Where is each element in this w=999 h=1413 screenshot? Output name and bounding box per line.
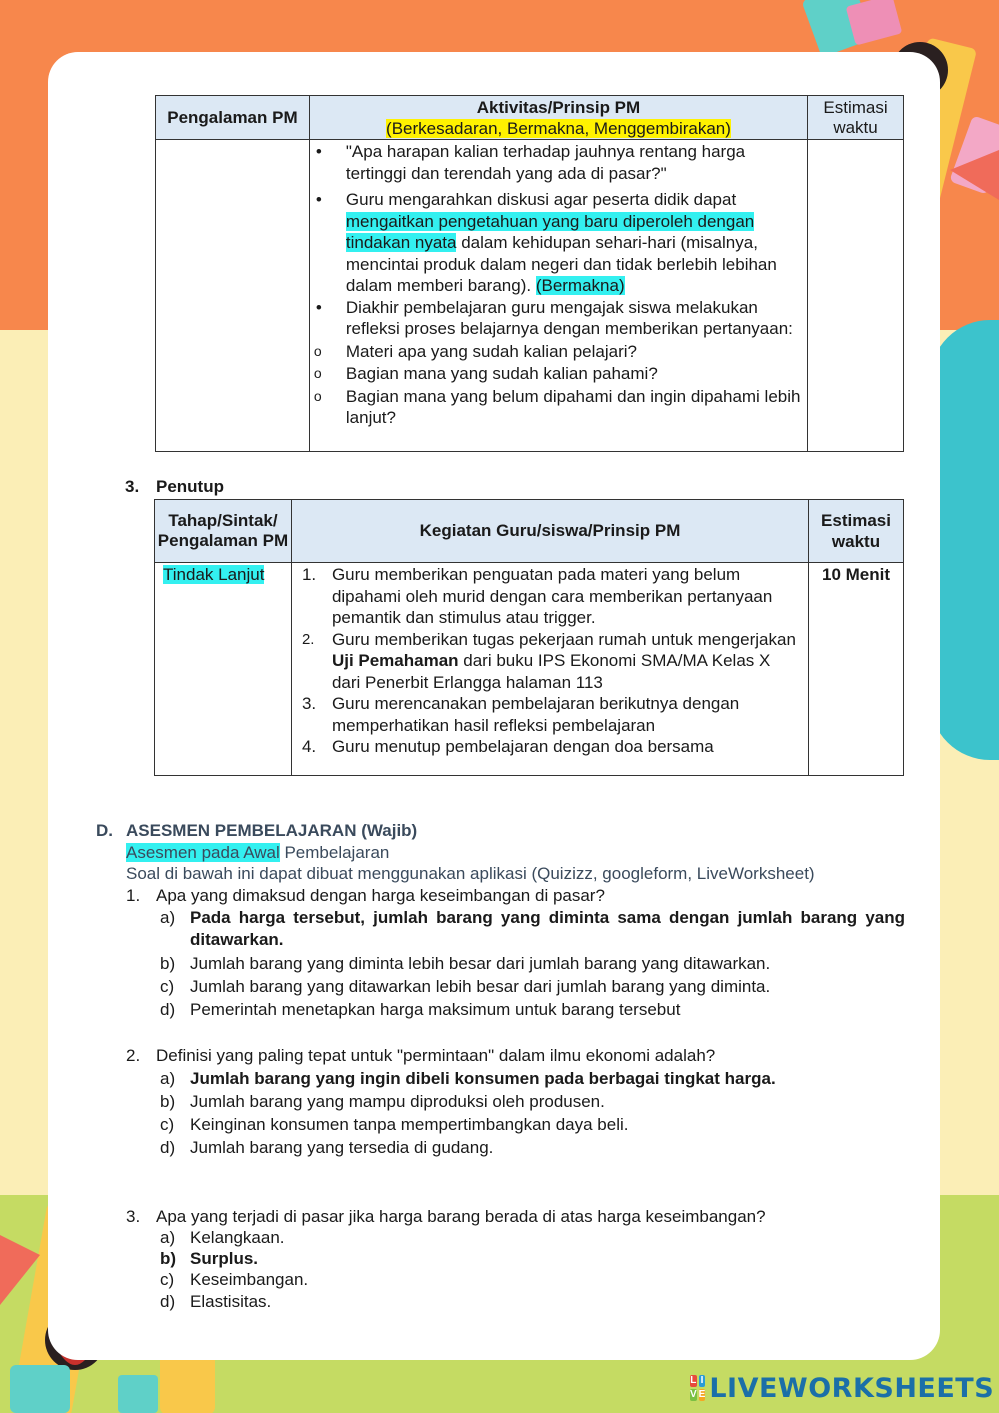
question-1: 1. Apa yang dimaksud dengan harga keseimbangan di pasar?: [126, 886, 605, 905]
closing-item-4: 4. Guru menutup pembelajaran dengan doa bersama: [301, 737, 714, 756]
circle-bullet-icon: o: [313, 342, 322, 359]
header-time: Estimasi waktu: [808, 96, 904, 140]
stage-cell: [155, 563, 292, 776]
question-3-option-d[interactable]: d) Elastisitas.: [160, 1292, 272, 1311]
reflection-question-3: o Bagian mana yang belum dipahami dan ingin dipahami lebih lanjut?: [313, 386, 801, 427]
activity-bullet-2: • Guru mengarahkan diskusi agar peserta didik dapat mengaitkan pengetahuan yang baru diperoleh dengan tindakan nyata dalam kehidupan sehari-hari (misalnya, mencintai produk dalam negeri dan tidak berlebih lebihan dalam memberi barang). (Bermakna): [315, 190, 777, 295]
closing-table: [154, 499, 904, 776]
activity-bullet-3: • Diakhir pembelajaran guru mengajak siswa melakukan refleksi proses belajarnya dengan memberikan pertanyaan:: [315, 297, 793, 338]
stage-label: Tindak Lanjut: [163, 565, 265, 584]
question-2-option-a[interactable]: a) Jumlah barang yang ingin dibeli konsumen pada berbagai tingkat harga.: [160, 1069, 776, 1088]
header-activity-title: Aktivitas/Prinsip PM: [476, 97, 641, 117]
liveworksheets-logo-icon: L I V E: [690, 1375, 706, 1400]
header-stage: Tahap/Sintak/ Pengalaman PM: [155, 500, 292, 563]
activity-table: [155, 95, 904, 452]
closing-item-1: 1. Guru memberikan penguatan pada materi yang belum dipahami oleh murid dengan cara memberikan pertanyaan pemantik dan stimulus atau trigger.: [301, 565, 773, 627]
section-d-letter: D.: [96, 821, 113, 840]
liveworksheets-logo-text: LIVEWORKSHEETS: [709, 1372, 995, 1404]
bullet-icon: •: [315, 142, 322, 161]
time-cell: 10 Menit: [809, 563, 904, 776]
section-d-note: Soal di bawah ini dapat dibuat menggunakan aplikasi (Quizizz, googleform, LiveWorksheet): [126, 864, 815, 883]
question-2: 2. Definisi yang paling tepat untuk "permintaan" dalam ilmu ekonomi adalah?: [126, 1046, 716, 1065]
reflection-question-1: o Materi apa yang sudah kalian pelajari?: [313, 341, 637, 361]
section-3-number: 3.: [125, 477, 140, 496]
question-2-option-c[interactable]: c) Keinginan konsumen tanpa mempertimbangkan daya beli.: [160, 1115, 629, 1134]
time-cell: [808, 140, 904, 452]
header-activity: Kegiatan Guru/siswa/Prinsip PM: [291, 500, 808, 563]
experience-cell: [156, 140, 310, 452]
question-1-option-a[interactable]: a) Pada harga tersebut, jumlah barang yang diminta sama dengan jumlah barang yang ditawarkan.: [160, 908, 905, 949]
closing-item-3: 3. Guru merencanakan pembelajaran berikutnya dengan memperhatikan hasil refleksi pembelajaran: [301, 694, 740, 735]
question-1-option-b[interactable]: b) Jumlah barang yang diminta lebih besar dari jumlah barang yang ditawarkan.: [160, 954, 771, 973]
question-1-option-c[interactable]: c) Jumlah barang yang ditawarkan lebih besar dari jumlah barang yang diminta.: [160, 977, 771, 996]
closing-item-2: 2. Guru memberikan tugas pekerjaan rumah untuk mengerjakan Uji Pemahaman dari buku IPS Ekonomi SMA/MA Kelas X dari Penerbit Erlangga halaman 113: [301, 629, 796, 692]
reflection-question-2: o Bagian mana yang sudah kalian pahami?: [313, 364, 658, 383]
closing-activities-cell: [291, 563, 808, 776]
question-2-option-b[interactable]: b) Jumlah barang yang mampu diproduksi oleh produsen.: [160, 1092, 605, 1111]
header-activity-principles: (Berkesadaran, Bermakna, Menggembirakan): [386, 118, 731, 138]
question-3: 3. Apa yang terjadi di pasar jika harga barang berada di atas harga keseimbangan?: [126, 1207, 766, 1226]
activity-bullet-1: • "Apa harapan kalian terhadap jauhnya rentang harga tertinggi dan terendah yang ada di pasar?": [315, 142, 746, 183]
circle-bullet-icon: o: [313, 365, 322, 381]
bullet-icon: •: [315, 297, 322, 317]
question-2-option-d[interactable]: d) Jumlah barang yang tersedia di gudang.: [160, 1138, 494, 1157]
liveworksheets-logo[interactable]: [690, 1370, 995, 1406]
question-3-option-c[interactable]: c) Keseimbangan.: [160, 1270, 309, 1289]
header-experience: Pengalaman PM: [156, 96, 310, 140]
section-3-title: Penutup: [156, 477, 224, 496]
circle-bullet-icon: o: [313, 387, 322, 404]
section-d-title: ASESMEN PEMBELAJARAN (Wajib): [126, 821, 418, 840]
activity-cell: [309, 140, 807, 452]
question-3-option-a[interactable]: a) Kelangkaan.: [160, 1228, 285, 1247]
question-3-option-b[interactable]: b) Surplus.: [160, 1249, 259, 1268]
question-1-option-d[interactable]: d) Pemerintah menetapkan harga maksimum untuk barang tersebut: [160, 1000, 681, 1019]
header-time: Estimasi waktu: [809, 500, 904, 563]
bullet-icon: •: [315, 190, 322, 209]
section-d-subtitle: Asesmen pada Awal Pembelajaran: [126, 843, 390, 862]
header-activity: [309, 96, 807, 140]
